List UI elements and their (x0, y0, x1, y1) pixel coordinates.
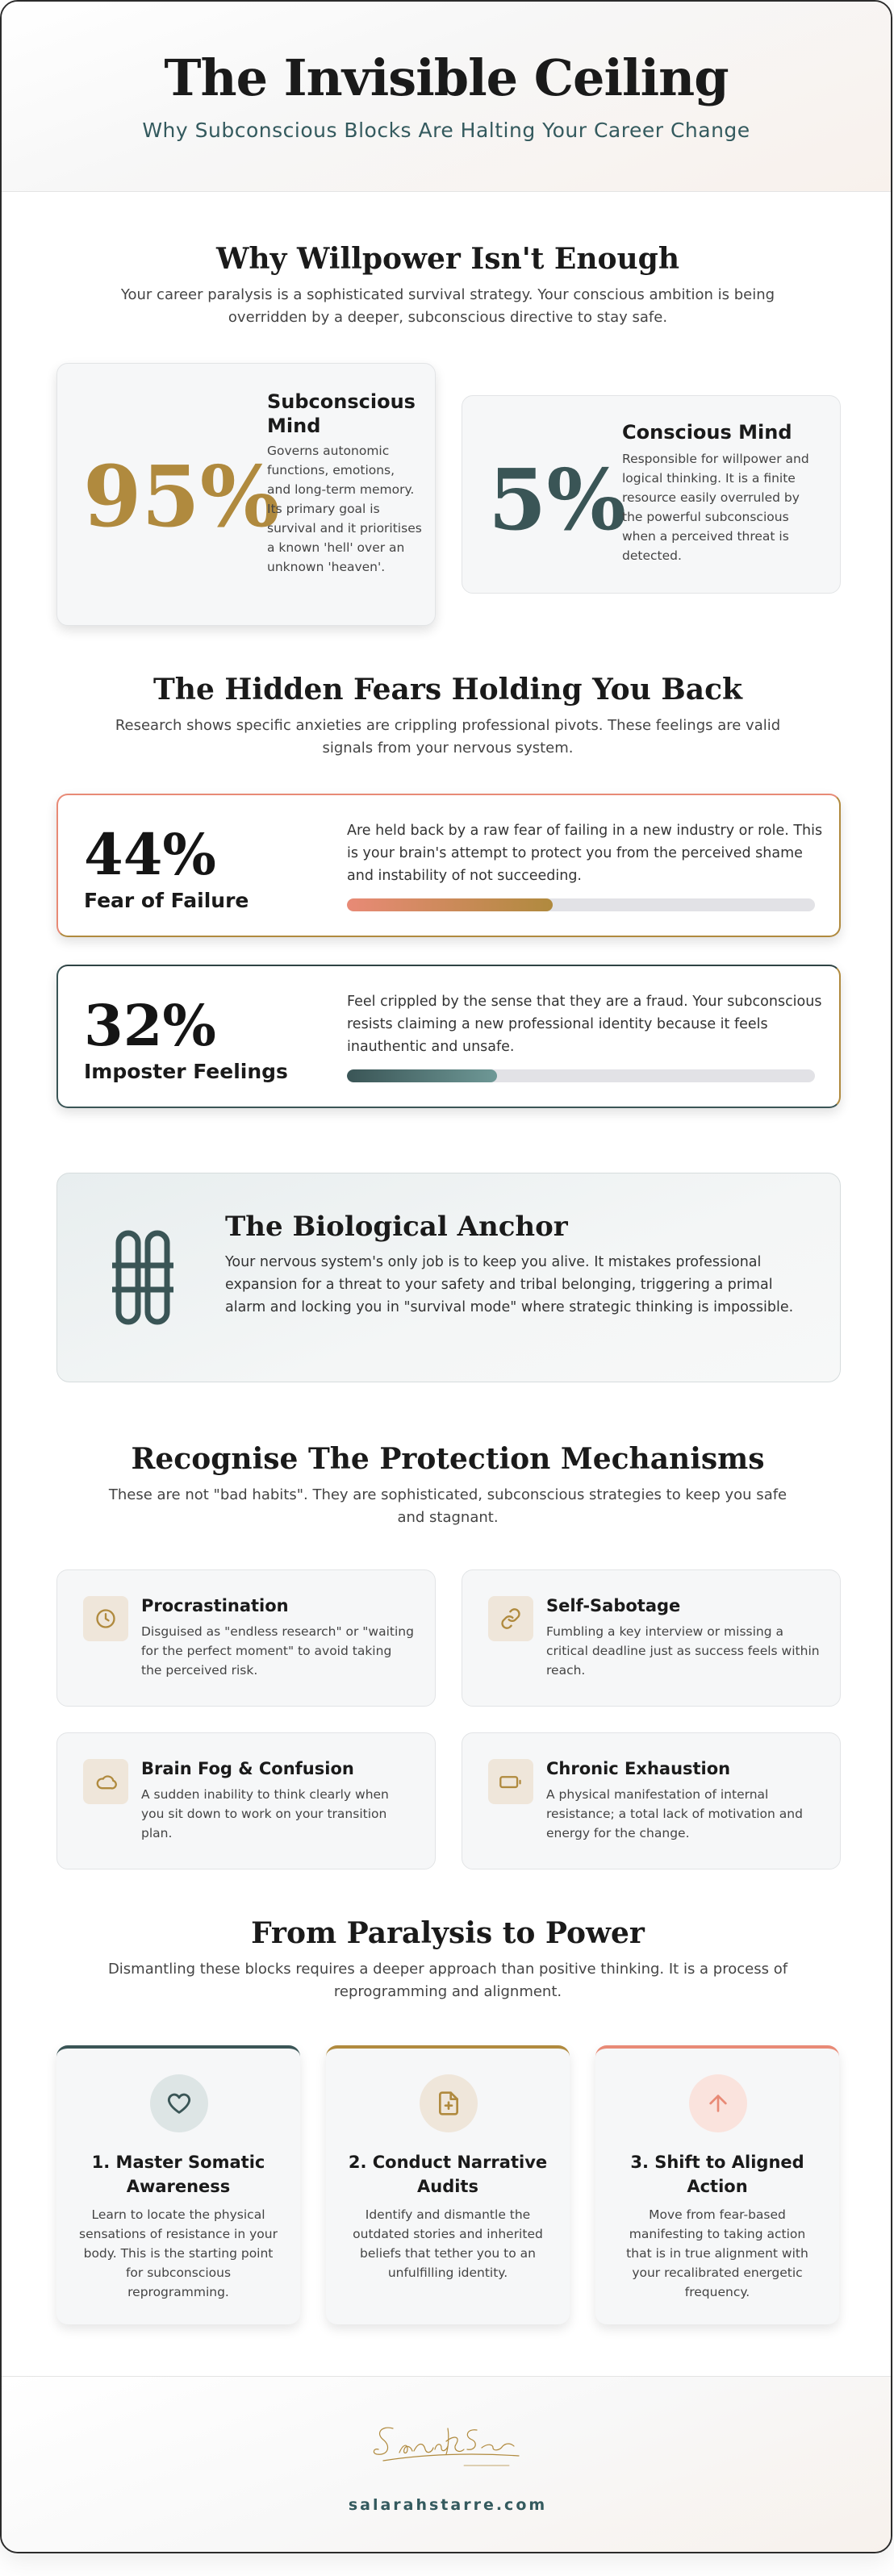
step-title: 3. Shift to Aligned Action (630, 2153, 804, 2196)
page-subtitle: Why Subconscious Blocks Are Halting Your Career Change (142, 119, 750, 142)
mechanisms-section (2, 1442, 892, 1529)
fear-card (56, 794, 841, 937)
battery-icon (488, 1759, 533, 1804)
willpower-section (2, 242, 892, 329)
footer (2, 2376, 892, 2553)
fear-label: Fear of Failure (84, 889, 249, 912)
heart-icon (150, 2074, 208, 2132)
fears-desc: Research shows specific anxieties are crippling professional pivots. These feelings are valid signals from your nervous system. (115, 717, 781, 757)
imposter-desc: Feel crippled by the sense that they are a fraud. Your subconscious resists claiming a new professional identity because it feels inauthentic and unsafe. (347, 994, 822, 1055)
anchor-bars-icon (112, 1230, 173, 1325)
mechanism-title: Brain Fog & Confusion (141, 1759, 354, 1778)
imposter-progress-fill (347, 1069, 497, 1082)
subconscious-card (56, 363, 436, 626)
fear-progress-fill (347, 898, 553, 911)
mechanism-desc: A sudden inability to think clearly when you sit down to work on your transition plan. (141, 1787, 389, 1840)
mechanism-desc: Fumbling a key interview or missing a critical deadline just as success feels within reach. (546, 1624, 820, 1678)
header (2, 2, 891, 192)
fear-pct: 44% (84, 821, 216, 888)
step-card (595, 2045, 839, 2324)
mechanism-title: Self-Sabotage (546, 1596, 681, 1615)
mechanism-title: Chronic Exhaustion (546, 1759, 731, 1778)
mechanism-card (462, 1732, 841, 1869)
clock-icon (83, 1596, 128, 1641)
step-card (326, 2045, 570, 2324)
step-desc: Identify and dismantle the outdated stories and inherited beliefs that tether you to an unfulfilling identity. (353, 2207, 543, 2280)
step-desc: Move from fear-based manifesting to taking action that is in true alignment with your recalibrated energetic frequency. (626, 2207, 808, 2299)
conscious-card (462, 395, 841, 594)
link-icon (488, 1596, 533, 1641)
subconscious-desc: Governs autonomic functions, emotions, and long-term memory. Its primary goal is survival and it prioritises a known 'hell' over an unknown 'heaven'. (267, 444, 422, 574)
conscious-pct: 5% (488, 450, 627, 549)
mechanism-desc: A physical manifestation of internal resistance; a total lack of motivation and energy for the change. (546, 1787, 803, 1840)
step-title: 2. Conduct Narrative Audits (348, 2153, 548, 2196)
step-desc: Learn to locate the physical sensations of resistance in your body. This is the starting point for subconscious reprogramming. (79, 2207, 278, 2299)
mechanism-title: Procrastination (141, 1596, 289, 1615)
biological-anchor-card (56, 1173, 841, 1382)
imposter-progress-track (347, 1069, 815, 1082)
willpower-desc: Your career paralysis is a sophisticated survival strategy. Your conscious ambition is being overridden by a deeper, subconscious directive to stay safe. (120, 286, 775, 326)
fear-desc: Are held back by a raw fear of failing in a new industry or role. This is your brain's attempt to protect you from the perceived shame and instability of not succeeding. (347, 823, 823, 884)
cloud-icon (83, 1759, 128, 1804)
page-title: The Invisible Ceiling (164, 48, 729, 107)
mechanisms-title: Recognise The Protection Mechanisms (131, 1442, 765, 1476)
arrow-up-icon (689, 2074, 747, 2132)
imposter-pct: 32% (84, 992, 216, 1059)
mechanism-desc: Disguised as "endless research" or "waiting for the perfect moment" to avoid taking the perceived risk. (141, 1624, 414, 1678)
fear-progress-track (347, 898, 815, 911)
file-plus-icon (420, 2074, 478, 2132)
power-title: From Paralysis to Power (251, 1916, 645, 1950)
imposter-label: Imposter Feelings (84, 1060, 288, 1083)
fears-title: The Hidden Fears Holding You Back (153, 673, 742, 707)
imposter-card (56, 965, 841, 1108)
power-desc: Dismantling these blocks requires a deeper approach than positive thinking. It is a process of reprogramming and alignment. (107, 1961, 788, 2000)
step-title: 1. Master Somatic Awareness (91, 2153, 265, 2196)
subconscious-pct: 95% (83, 447, 280, 546)
conscious-title: Conscious Mind (622, 421, 792, 444)
anchor-title: The Biological Anchor (225, 1211, 568, 1243)
willpower-title: Why Willpower Isn't Enough (215, 242, 680, 276)
subconscious-title: Subconscious Mind (267, 390, 416, 437)
anchor-desc: Your nervous system's only job is to keep you alive. It mistakes professional expansion for a threat to your safety and tribal belonging, triggering a primal alarm and locking you in "survival mode" where strategic thinking is impossible. (225, 1254, 794, 1315)
conscious-desc: Responsible for willpower and logical thinking. It is a finite resource easily overruled by the powerful subconscious when a perceived threat is detected. (622, 452, 809, 563)
signature-logo (367, 2412, 528, 2480)
site-url[interactable]: salarahstarre.com (348, 2496, 548, 2514)
mechanisms-desc: These are not "bad habits". They are sophisticated, subconscious strategies to keep you safe and stagnant. (108, 1486, 787, 1526)
step-card (56, 2045, 300, 2324)
fears-section (2, 673, 892, 760)
mechanism-card (56, 1569, 436, 1707)
mechanism-card (462, 1569, 841, 1707)
mechanism-card (56, 1732, 436, 1869)
power-section (2, 1916, 892, 2003)
